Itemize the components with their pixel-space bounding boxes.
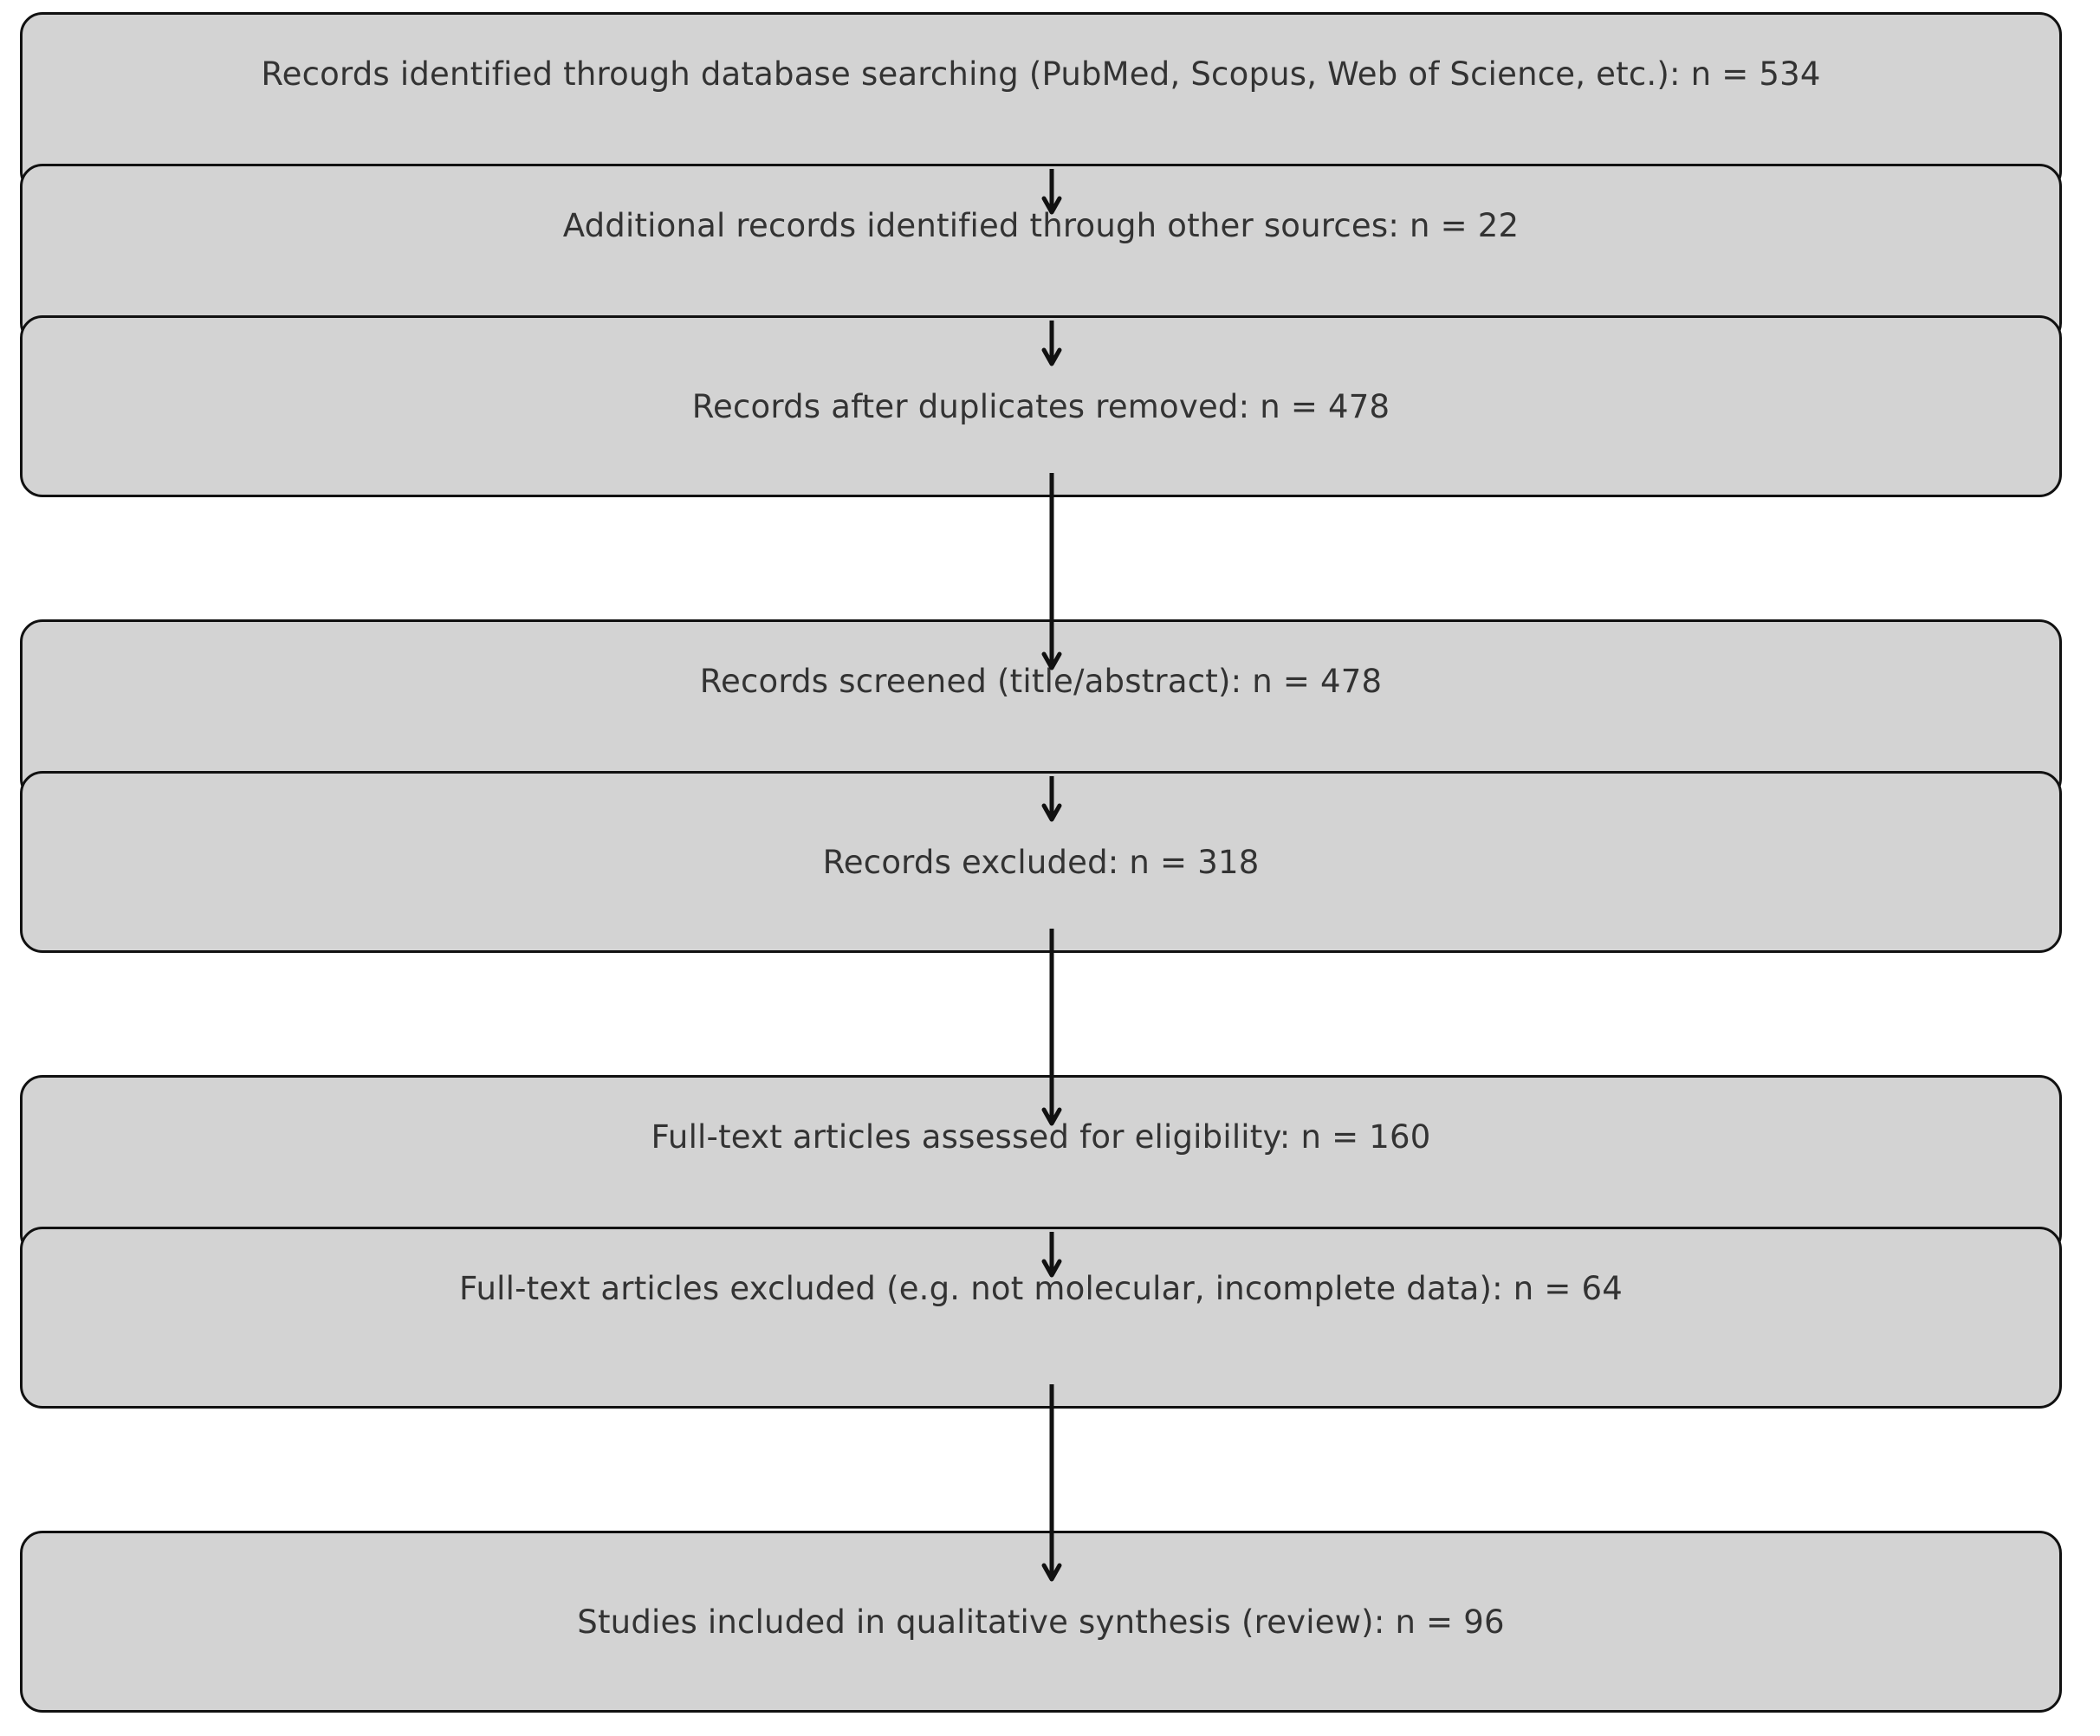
box-label: Records excluded: n = 318 <box>822 843 1260 881</box>
box-label: Studies included in qualitative synthesis (review): n = 96 <box>577 1603 1505 1641</box>
box-label: Records identified through database searching (PubMed, Scopus, Web of Science, etc.): n = 534 <box>261 55 1821 93</box>
box-full-text-excluded <box>20 1227 2062 1409</box>
box-records-after-duplicates <box>20 315 2062 497</box>
box-label: Records after duplicates removed: n = 478 <box>691 387 1390 425</box>
box-studies-included <box>20 1531 2062 1713</box>
box-label: Additional records identified through other sources: n = 22 <box>562 206 1520 244</box>
box-records-excluded <box>20 771 2062 953</box>
box-label: Full-text articles assessed for eligibility: n = 160 <box>651 1117 1431 1156</box>
box-label: Full-text articles excluded (e.g. not molecular, incomplete data): n = 64 <box>459 1269 1623 1307</box>
box-label: Records screened (title/abstract): n = 478 <box>699 662 1383 700</box>
